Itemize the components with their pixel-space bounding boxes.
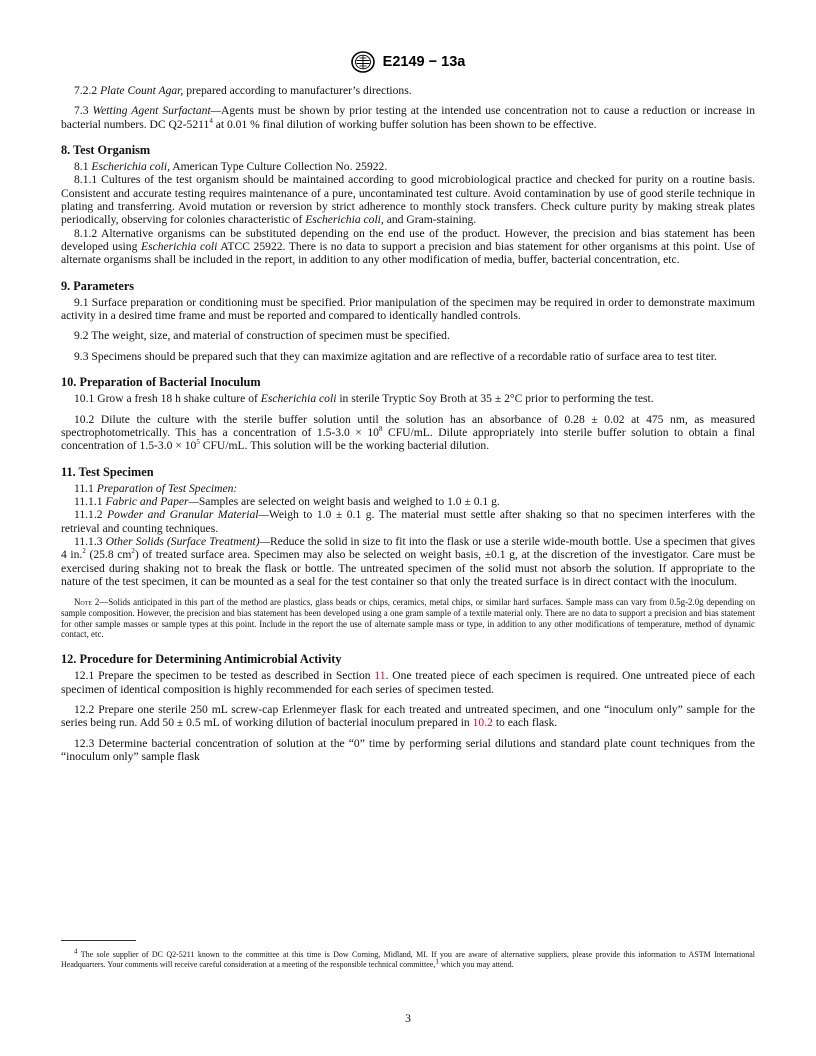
paragraph-number: 11.1.1: [74, 495, 103, 509]
section-heading: 8. Test Organism: [61, 142, 151, 157]
superscript: 8: [378, 425, 383, 434]
paragraph-number: 9.2: [74, 329, 89, 343]
paragraph-number: 12.2: [74, 702, 95, 716]
page-number: 3: [405, 1012, 411, 1025]
footnote-4: $^4$ The sole supplier of DC Q2-5211 known to the committee at this time is Dow Corning, Midland, MI. If you are aware of alternative suppliers, please provide this information to ASTM International Headquarters. Your comments will receive careful consideration at a meeting of the responsible technical committee,$^1$ which you may attend.: [61, 947, 755, 969]
paragraph-11-1: [61, 482, 755, 495]
organism-name: Escherichia coli: [260, 392, 337, 406]
paragraph-10-1: 10.1 Grow a fresh 18 h shake culture of Escherichia coli in sterile Tryptic Soy Broth at 35 ± 2°C prior to performing the test.: [74, 392, 654, 406]
note-2: [61, 597, 755, 640]
page-header: [0, 50, 816, 74]
organism-name: Escherichia coli: [305, 213, 381, 227]
paragraph-12-1: 12.1 Prepare the specimen to be tested as described in Section 11. One treated piece of each specimen is required. One untreated piece of each specimen of identical composition is highly recommended for each series of specimen tested.: [61, 669, 755, 696]
paragraph-7-3: 7.3 Wetting Agent Surfactant—Agents must be shown by prior testing at the intended use concentration not to cause a reduction or increase in bacterial numbers. DC Q2-5211$^4$ at 0.01 % final dilution of working buffer solution has been shown to be effective.: [61, 104, 755, 131]
superscript: 4: [209, 116, 213, 125]
superscript: 2: [82, 547, 86, 556]
paragraph-8-1-2: 8.1.2 Alternative organisms can be substituted depending on the end use of the product. However, the precision and bias statement has been developed using Escherichia coli ATCC 25922. There is no data to support a precision and bias statement for other organisms at this point. Use of alternate organisms shall be included in the report, in addition to any other modification of media, buffer, bacterial concentration, etc.: [61, 226, 755, 267]
section-heading: 11. Test Specimen: [61, 464, 154, 479]
paragraph-caption: Fabric and Paper—: [105, 495, 199, 509]
body-text: [61, 84, 755, 763]
paragraph-caption: Powder and Granular Material—: [107, 508, 269, 522]
paragraph-11-1-2: 11.1.2 Powder and Granular Material—Weigh to 1.0 ± 0.1 g. The material must settle after shaking so that no specimen interferes with the retrieval and counting techniques.: [61, 508, 755, 535]
section-heading: 10. Preparation of Bacterial Inoculum: [61, 375, 261, 390]
paragraph-number: 9.1: [74, 295, 89, 309]
paragraph-caption: Preparation of Test Specimen:: [96, 481, 238, 495]
paragraph-caption: Other Solids (Surface Treatment)—: [105, 535, 270, 549]
paragraph-9-3: 9.3 Specimens should be prepared such that they can maximize agitation and are reflective of a recordable ratio of surface area to test titer.: [74, 349, 717, 363]
paragraph-caption: Plate Count Agar,: [100, 84, 184, 97]
paragraph-number: 7.3: [74, 104, 89, 118]
paragraph-9-2: 9.2 The weight, size, and material of construction of specimen must be specified.: [74, 329, 450, 343]
paragraph-10-2: 10.2 Dilute the culture with the sterile buffer solution until the solution has an absorbance of 0.28 ± 0.02 at 475 nm, as measured spectrophotometrically. This has a concentration of $1.5-3.0 \times 10^8$ CFU/mL. Dilute appropriately into sterile buffer solution to obtain a final concentration of $1.5-3.0 \times 10^5$ CFU/mL. This solution will be the working bacterial dilution.: [61, 412, 756, 453]
paragraph-number: 7.2.2: [74, 84, 98, 97]
paragraph-8-1-1: 8.1.1 Cultures of the test organism should be maintained according to good microbiological practice and checked for purity on a routine basis. Consistent and accurate testing requires maintenance of a pure, uncontaminated test culture. Avoid contamination by use of good sterile technique in plating and transferring. Avoid mutation or reversion by strict adherence to monthly stock transfers. Check culture purity by making streak plates periodically, observing for colonies characteristic of Escherichia coli, and Gram-staining.: [61, 173, 755, 227]
cross-reference-link[interactable]: 11: [374, 669, 386, 683]
section-heading: 12. Procedure for Determining Antimicrobial Activity: [61, 652, 342, 667]
paragraph-number: 11.1.2: [74, 508, 103, 522]
paragraph-9-1: 9.1 Surface preparation or conditioning must be specified. Prior manipulation of the specimen may be required in order to demonstrate maximum activity in a desired time frame and must be reported and compared to identically handled controls.: [61, 295, 756, 323]
astm-logo: [351, 51, 375, 73]
paragraph-number: 10.1: [74, 392, 95, 406]
paragraph-7-2-2: 7.2.2 Plate Count Agar, prepared according to manufacturer’s directions.: [74, 84, 412, 97]
paragraph-number: 8.1.2: [74, 226, 98, 240]
paragraph-number: 9.3: [74, 349, 89, 363]
paragraph-12-2: 12.2 Prepare one sterile 250 mL screw-cap Erlenmeyer flask for each treated and untreated specimen, and one “inoculum only” sample for the series being run. Add 50 ± 0.5 mL of working dilution of bacterial inoculum prepared in 10.2 to each flask.: [61, 702, 755, 730]
superscript: 5: [196, 438, 200, 447]
footnote-divider: [61, 940, 136, 941]
paragraph-number: 11.1.3: [74, 535, 103, 549]
organism-name: Escherichia coli: [140, 239, 218, 253]
superscript: 2: [131, 547, 135, 556]
paragraph-caption: Wetting Agent Surfactant—: [92, 104, 221, 118]
paragraph-number: 12.3: [74, 736, 95, 750]
standard-designation: E2149 − 13a: [382, 54, 466, 70]
section-heading: 9. Parameters: [61, 278, 135, 293]
paragraph-caption: Escherichia coli,: [91, 160, 170, 174]
cross-reference-link[interactable]: 10.2: [472, 716, 493, 730]
paragraph-number: 8.1: [74, 160, 89, 174]
paragraph-8-1: 8.1 Escherichia coli, American Type Culture Collection No. 25922.: [74, 160, 388, 174]
note-text: —Solids anticipated in this part of the method are plastics, glass beads or chips, ceramics, metal chips, or similar hard surfaces. Sample mass can vary from 0.5g-2.0g depending on sample composition. However, the precision and bias statement has been developed using a one gram sample of a textile material only. There are no data to support a precision and bias statement for other sample masses or sample types at this point. Include in the report the use of alternate sample mass or type, in addition to any other modifications of temperature, method of dynamic contact, etc.: [61, 597, 756, 640]
paragraph-12-3: 12.3 Determine bacterial concentration of solution at the “0” time by performing serial dilutions and standard plate count techniques from the “inoculum only” sample flask: [61, 736, 755, 763]
paragraph-number: 11.1: [74, 481, 94, 495]
paragraph-11-1-3: 11.1.3 Other Solids (Surface Treatment)—Reduce the solid in size to fit into the flask or use a sterile wide-mouth bottle. Use a specimen that gives 4 in.$^2$ (25.8 $cm^2$) of treated surface area. Specimen may also be selected on weight basis, ±0.1 g, at the discretion of the investigator. Care must be exercised during shaking not to break the flask or bottle. The untreated specimen of the solid must not absorb the solution. If appropriate to the nature of the test specimen, it can be mounted as a seal for the test container so that only the treated surface is in direct contact with the inoculum.: [61, 535, 755, 588]
paragraph-11-1-1: 11.1.1 Fabric and Paper—Samples are selected on weight basis and weighed to 1.0 ± 0.1 g.: [74, 495, 500, 509]
paragraph-number: 10.2: [74, 412, 95, 426]
paragraph-number: 12.1: [74, 669, 95, 683]
paragraph-number: 8.1.1: [74, 173, 98, 187]
note-label: Note 2: [74, 597, 100, 608]
